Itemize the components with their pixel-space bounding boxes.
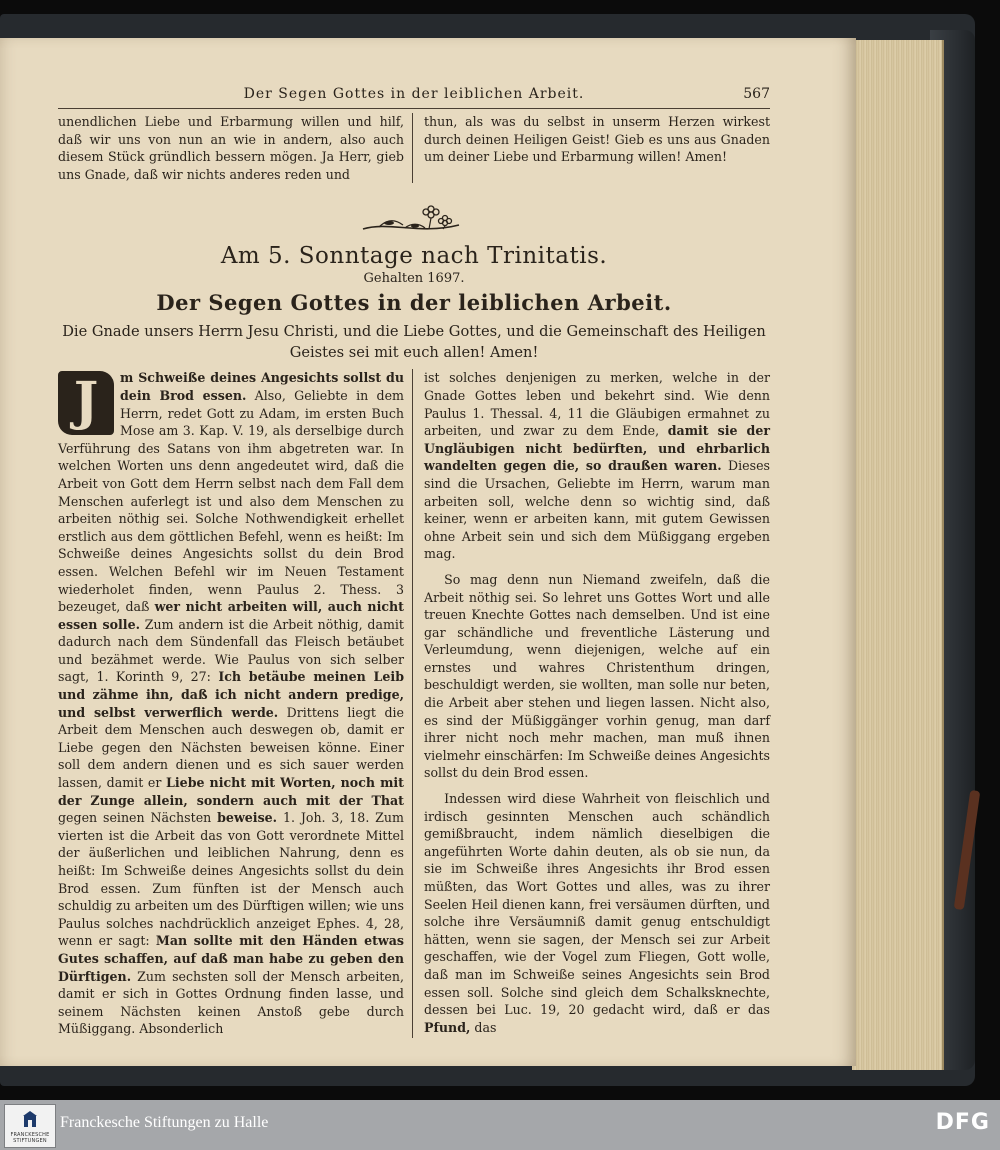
greeting: Die Gnade unsers Herrn Jesu Christi, und die Liebe Gottes, und die Gemeinschaft des Heiligen Geistes sei mit euch allen! Amen! <box>62 323 766 362</box>
sermon-title: Am 5. Sonntage nach Trinitatis. <box>220 243 608 270</box>
top-left-text: unendlichen Liebe und Erbarmung willen und hilf, daß wir uns von nun an wie in andern, also auch diesem Stück gründlich bessern mögen. Ja Herr, gieb uns Gnade, daß wir nichts anderes reden und <box>58 114 404 182</box>
sermon-heading: Der Segen Gottes in der leiblichen Arbeit. <box>156 290 672 316</box>
right-paragraph-2: So mag denn nun Niemand zweifeln, daß die Arbeit nöthig sei. So lehret uns Gottes Wort und alle treuen Knechte Gottes nach demselben. Und ist eine gar schändliche und freventliche Lästerung und Verleumdung, wenn diejenigen, welche auf ein ernstes und wahres Christenthum dringen, beschuldigt werden, sie wollten, man solle nur beten, die Arbeit aber stehen und liegen lassen. Nicht also, es sind der Müßiggänger vorhin genug, man darf ihrer nicht noch mehr machen, man muß ihnen vielmehr einschärfen: Im Schweiße deines Angesichts sollst du dein Brod essen. <box>424 571 770 781</box>
body-text: Drittens liegt die Arbeit dem Menschen auch deswegen ob, damit er Liebe gegen den Nächsten beweisen könne. Einer soll dem andern dienen und es sich sauer werden lassen, damit er <box>58 704 404 791</box>
dropcap-letter: J <box>58 371 114 435</box>
held-year: Gehalten 1697. <box>363 271 465 287</box>
bold-text: wer nicht arbeiten will, auch nicht essen solle. <box>58 599 404 632</box>
building-icon <box>22 1110 38 1128</box>
book-page <box>0 38 856 1066</box>
main-columns <box>58 369 770 1038</box>
bold-text: damit sie der Ungläubigen nicht bedürften, und ehrbarlich wandelten gegen die, so draußen waren. <box>424 423 770 474</box>
body-text: 1. Joh. 3, 18. Zum vierten ist die Arbeit das von Gott verordnete Mittel der äußerlichen und leiblichen Nahrung, denn es heißt: Im Schweiße deines Angesichts sollst du dein Brod essen. Zum fünften ist der Mensch auch schuldig zu arbeiten um des Dürftigen willen; wie uns Paulus solches nachdrücklich anzeiget Ephes. 4, 28, wenn er sagt: <box>58 810 404 949</box>
body-text: gegen seinen Nächsten <box>58 810 218 826</box>
top-right-column <box>424 113 770 183</box>
right-column <box>424 369 770 1038</box>
page-content <box>58 80 770 1040</box>
bold-text: beweise. <box>217 810 278 826</box>
column-rule <box>412 369 413 1038</box>
page-edges <box>852 40 944 1070</box>
left-column <box>58 369 404 1038</box>
body-text: ist solches denjenigen zu merken, welche in der Gnade Gottes leben und bekehrt sind. Wie denn Paulus 1. Thessal. 4, 11 die Gläubigen ermahnet zu arbeiten, und zwar zu dem Ende, <box>424 370 770 439</box>
institution-logo[interactable] <box>4 1104 56 1148</box>
top-right-text: thun, als was du selbst in unserm Herzen wirkest durch deinen Heiligen Geist! Gieb es uns aus Gnaden um deiner Liebe und Erbarmung willen! Amen! <box>424 114 770 165</box>
bold-text: Liebe nicht mit Worten, noch mit der Zunge allein, sondern auch mit der That <box>58 775 404 808</box>
footer-title[interactable]: Franckesche Stiftungen zu Halle <box>60 1114 269 1131</box>
bold-text: Ich betäube meinen Leib und zähme ihn, daß ich nicht andern predige, und selbst verwerflich werde. <box>58 669 404 720</box>
column-rule <box>412 113 413 183</box>
bold-text: Man sollte mit den Händen etwas Gutes schaffen, auf daß man habe zu geben den Dürftigen. <box>58 933 404 984</box>
page-number: 567 <box>743 86 770 102</box>
body-text: Also, Geliebte in dem Herrn, redet Gott zu Adam, im ersten Buch Mose am 3. Kap. V. 19, als derselbige durch Verführung des Satans von ihm abgetreten war. In welchen Worten uns denn angedeutet wird, daß die Arbeit von Gott dem Herrn selbst nach dem Fall dem Menschen auferlegt ist und also dem Menschen zu arbeiten nöthig sei. Solche Nothwendigkeit erhellet erstlich aus dem göttlichen Befehl, wenn es heißt: Im Schweiße deines Angesichts sollst du dein Brod essen. Welchen Befehl wir im Neuen Testament wiederholet finden, wenn Paulus 2. Thess. 3 bezeuget, daß <box>58 387 404 615</box>
running-head-title: Der Segen Gottes in der leiblichen Arbeit. <box>243 86 585 102</box>
top-left-column <box>58 113 404 183</box>
running-head <box>58 80 770 109</box>
body-text: das <box>470 1019 497 1035</box>
floral-ornament-icon <box>359 201 469 237</box>
bold-text: m Schweiße deines Angesichts sollst du dein Brod essen. <box>120 370 404 403</box>
footer-bar <box>0 1100 1000 1150</box>
top-columns <box>58 113 770 183</box>
body-text: Indessen wird diese Wahrheit von fleischlich und irdisch gesinnten Menschen auch schändlich gemißbraucht, indem nämlich dieselbigen die angeführten Worte dahin deuten, als ob sie nun, da sie im Schweiße ihres Angesichts ihr Brod essen müßten, das Wort Gottes und alles, was zu ihrer Seelen Heil dienen kann, frei versäumen dürften, und solche ihre Versäumniß damit genug entschuldigt hätten, wenn sie sagen, der Mensch sei zur Arbeit geschaffen, wie der Vogel zum Fliegen, Gott wolle, daß man im Schweiße seines Angesichts sein Brod essen soll. Solche sind gleich dem Schalksknechte, dessen bei Luc. 19, 20 gedacht wird, daß er das <box>424 791 770 1018</box>
dfg-logo[interactable]: DFG <box>935 1110 990 1135</box>
body-text: Zum sechsten soll der Mensch arbeiten, damit er sich in Gottes Ordnung finden lasse, und seinem Nächsten keinen Anstoß gebe durch Müßiggang. Absonderlich <box>58 968 404 1037</box>
left-paragraph <box>58 369 404 1038</box>
bold-text: Pfund, <box>424 1019 471 1035</box>
body-text: Dieses sind die Ursachen, Geliebte im Herrn, warum man arbeiten soll, welche denn so wichtig sind, daß keiner, wenn er arbeiten kann, mit gutem Gewissen ohne Arbeit sein und sich dem Müßiggang ergeben mag. <box>424 458 771 562</box>
right-paragraph-1 <box>424 369 770 563</box>
body-text: Zum andern ist die Arbeit nöthig, damit dadurch nach dem Sündenfall das Fleisch betäubet und bezähmet werde. Wie Paulus von sich selber sagt, 1. Korinth 9, 27: <box>58 616 404 685</box>
right-paragraph-3 <box>424 790 770 1036</box>
logo-text-line1: FRANCKESCHE <box>10 1132 50 1138</box>
logo-text-line2: STIFTUNGEN <box>13 1138 47 1144</box>
